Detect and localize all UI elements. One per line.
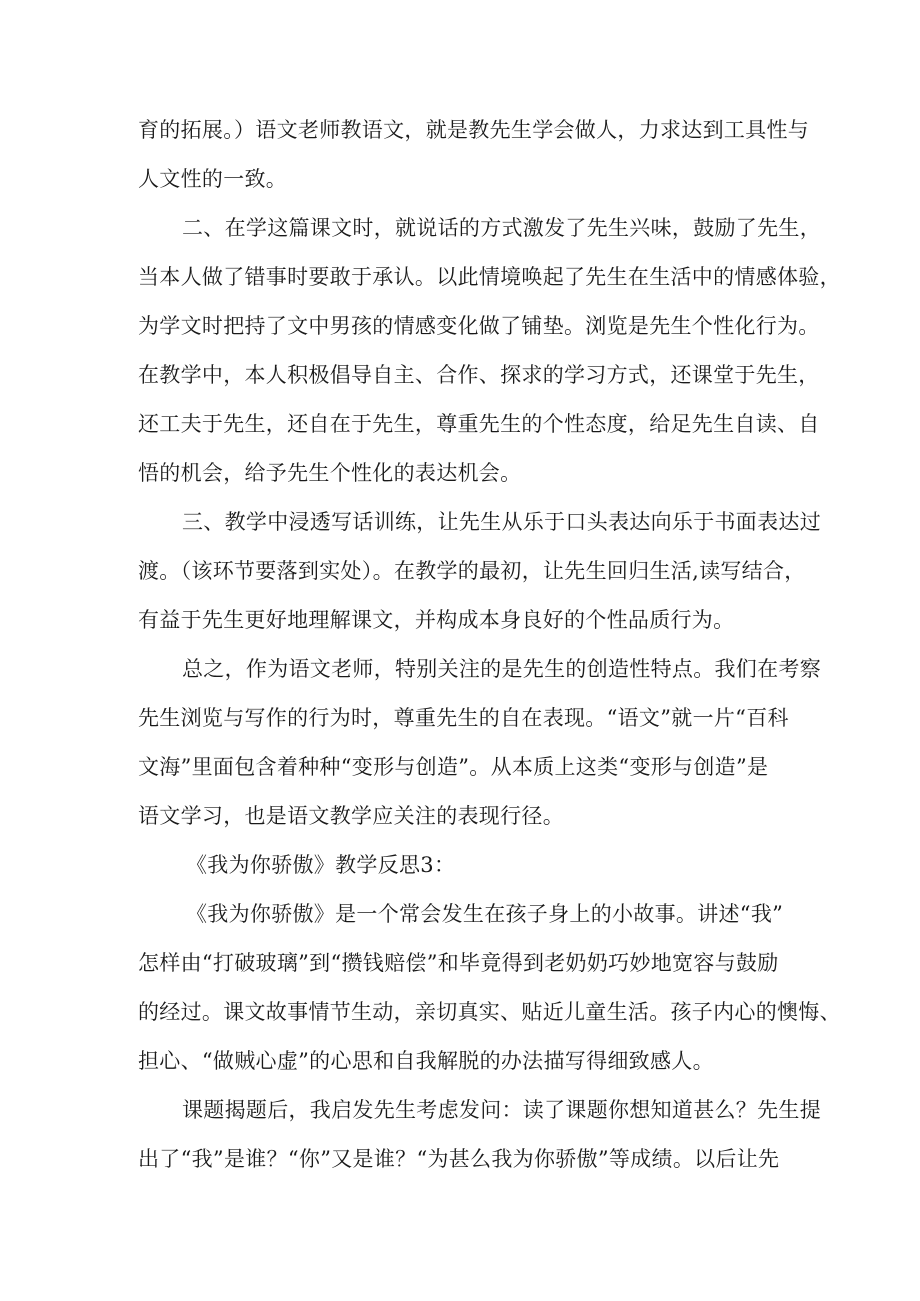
text-line: 先生浏览与写作的行为时，尊重先生的自在表现。“语文”就一片“百科 <box>138 706 789 730</box>
text-line: 三、教学中浸透写话训练，让先生从乐于口头表达向乐于书面表达过 <box>182 510 821 534</box>
text-line: 总之，作为语文老师，特别关注的是先生的创造性特点。我们在考察 <box>182 657 821 681</box>
text-line: 出了“我”是谁？“你”又是谁？“为甚么我为你骄傲”等成绩。以后让先 <box>138 1147 780 1171</box>
text-line: 悟的机会，给予先生个性化的表达机会。 <box>138 461 522 485</box>
text-line: 课题揭题后，我启发先生考虑发问：读了课题你想知道甚么？先生提 <box>182 1098 821 1122</box>
text-line: 为学文时把持了文中男孩的情感变化做了铺垫。浏览是先生个性化行为。 <box>138 314 820 338</box>
text-line: 怎样由“打破玻璃”到“攒钱赔偿”和毕竟得到老奶奶巧妙地宽容与鼓励 <box>138 951 779 975</box>
text-line: 语文学习，也是语文教学应关注的表现行径。 <box>138 804 564 828</box>
text-line: 《我为你骄傲》是一个常会发生在孩子身上的小故事。讲述“我” <box>186 902 784 926</box>
text-line: 有益于先生更好地理解课文，并构成本身良好的个性品质行为。 <box>138 608 735 632</box>
text-line: 在教学中，本人积极倡导自主、合作、探求的学习方式，还课堂于先生， <box>138 363 820 387</box>
text-line: 担心、“做贼心虚”的心思和自我解脱的办法描写得细致感人。 <box>138 1049 714 1073</box>
text-line: 当本人做了错事时要敢于承认。以此情境唤起了先生在生活中的情感体验， <box>138 265 841 289</box>
text-line: 二、在学这篇课文时，就说话的方式激发了先生兴味，鼓励了先生， <box>182 216 821 240</box>
text-line: 人文性的一致。 <box>138 167 288 191</box>
section-heading: 《我为你骄傲》教学反思3： <box>186 853 456 877</box>
text-line: 还工夫于先生，还自在于先生，尊重先生的个性态度，给足先生自读、自 <box>138 412 820 436</box>
text-line: 的经过。课文故事情节生动，亲切真实、贴近儿童生活。孩子内心的懊悔、 <box>138 1000 841 1024</box>
text-line: 渡。（该环节要落到实处）。在教学的最初，让先生回归生活,读写结合， <box>138 559 806 583</box>
text-line: 文海”里面包含着种种“变形与创造”。从本质上这类“变形与创造”是 <box>138 755 769 779</box>
text-line: 育的拓展。）语文老师教语文，就是教先生学会做人，力求达到工具性与 <box>138 118 810 142</box>
